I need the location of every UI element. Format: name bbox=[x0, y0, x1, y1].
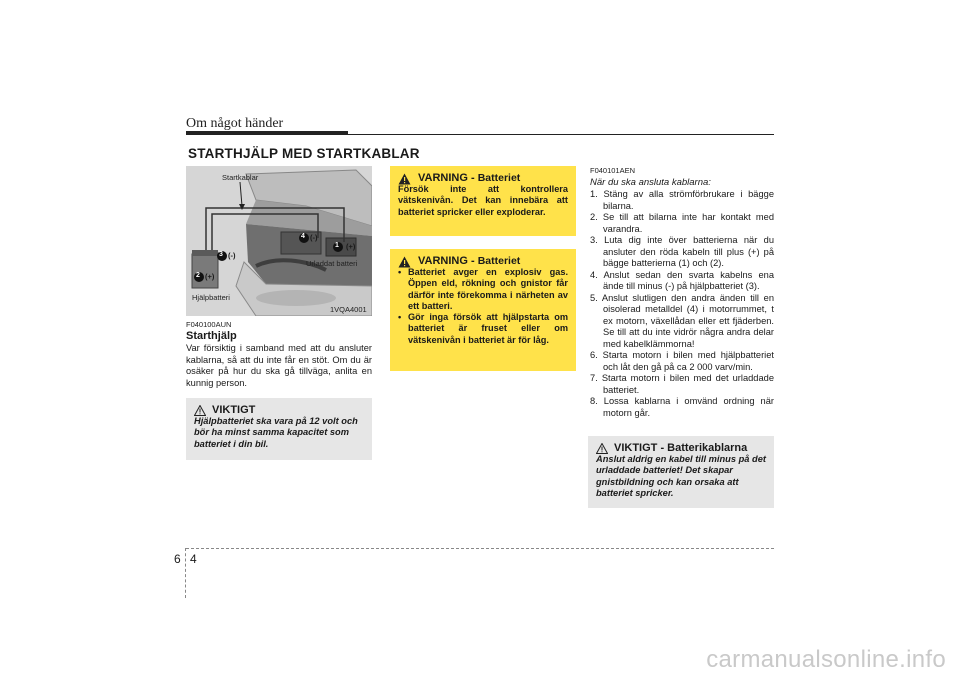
step-item: 6. Starta motorn i bilen med hjälpbatteriet och låt den gå på ca 2 000 varv/min. bbox=[590, 350, 774, 372]
section-code-right: F040101AEN bbox=[590, 166, 636, 175]
marker-1: 1 bbox=[335, 242, 339, 249]
plus-label-dead: (+) bbox=[346, 242, 356, 251]
caution-icon bbox=[194, 405, 206, 416]
header-rule-thick bbox=[186, 131, 348, 135]
step-item: 7. Starta motorn i bilen med det urladdade batteriet. bbox=[590, 373, 774, 395]
warning-1-title: VARNING - Batteriet bbox=[418, 172, 521, 184]
note-title-right: VIKTIGT - Batterikablarna bbox=[614, 442, 748, 454]
step-item: 3. Luta dig inte över batterierna när du ansluter den röda kabeln till plus (+) på bägge batterierna (1) och (2). bbox=[590, 235, 774, 268]
warning-box-1 bbox=[390, 166, 576, 236]
warning-2-title: VARNING - Batteriet bbox=[418, 255, 521, 267]
warning-1-body: Försök inte att kontrollera vätskenivån. Det kan innebära att batteriet spricker eller exploderar. bbox=[398, 184, 568, 217]
section-code: F040100AUN bbox=[186, 320, 232, 329]
note-box-viktigt bbox=[186, 398, 372, 460]
label-startkablar: Startkablar bbox=[222, 173, 259, 182]
note-body-right: Anslut aldrig en kabel till minus på det urladdade batteriet! Det skapar gnistbildning och kan orsaka att batteriet spricker. bbox=[596, 454, 766, 499]
header-rule-thin bbox=[348, 134, 774, 135]
step-item: 5. Anslut slutligen den andra änden till en oisolerad metalldel (4) i motorrummet, t ex motorn, växellådan eller ett fjäderben. Se till att du inte vidrör några andra delar med kabelklämmorna! bbox=[590, 292, 774, 349]
plus-label-helper: (+) bbox=[205, 272, 215, 281]
minus-label-helper: (-) bbox=[228, 251, 236, 260]
warning-icon bbox=[398, 173, 411, 185]
footer-rule bbox=[186, 548, 774, 549]
section-title: STARTHJÄLP MED STARTKABLAR bbox=[188, 146, 420, 161]
step-item: 4. Anslut sedan den svarta kabelns ena ände till minus (-) på hjälpbatteriet (3). bbox=[590, 269, 774, 291]
intro-paragraph: Var försiktig i samband med att du ansluter kablarna, så att du inte får en stöt. Om du är osäker på hur du ska gå tillväga, anlita en kunnig person. bbox=[186, 343, 372, 388]
watermark: carmanualsonline.info bbox=[706, 646, 946, 673]
jump-start-illustration bbox=[186, 166, 372, 316]
subheading-starthjalp: Starthjälp bbox=[186, 330, 237, 342]
chapter-number: 6 bbox=[174, 552, 181, 566]
step-item: 8. Lossa kablarna i omvänd ordning när motorn går. bbox=[590, 396, 774, 418]
footer-divider bbox=[185, 548, 186, 598]
label-dead-battery: Urladdat batteri bbox=[306, 259, 358, 268]
page-number: 4 bbox=[190, 552, 197, 566]
marker-3: 3 bbox=[219, 251, 223, 258]
note-box-batterikablarna bbox=[588, 436, 774, 508]
step-item: 2. Se till att bilarna inte har kontakt med varandra. bbox=[590, 212, 774, 234]
caution-icon bbox=[596, 443, 608, 454]
subheading-connect: När du ska ansluta kablarna: bbox=[590, 177, 711, 188]
label-helper-battery: Hjälpbatteri bbox=[192, 293, 230, 302]
figure-code: 1VQA4001 bbox=[330, 305, 367, 314]
note-body: Hjälpbatteriet ska vara på 12 volt och bör ha minst samma kapacitet som batteriet i din bil. bbox=[194, 416, 358, 449]
chapter-title: Om något händer bbox=[186, 116, 284, 131]
warning-2-item: • Batteriet avger en explosiv gas. Öppen eld, rökning och gnistor får därför inte förekomma i närheten av ett batteri. bbox=[398, 267, 568, 312]
marker-4: 4 bbox=[301, 233, 305, 240]
step-item: 1. Stäng av alla strömförbrukare i bägge bilarna. bbox=[590, 189, 774, 211]
warning-2-item: • Gör inga försök att hjälpstarta om batteriet är fruset eller om vätskenivån i batteriet är för låg. bbox=[398, 312, 568, 346]
steps-list bbox=[590, 189, 774, 419]
note-title: VIKTIGT bbox=[212, 404, 256, 416]
marker-2: 2 bbox=[196, 272, 200, 279]
warning-box-2 bbox=[390, 249, 576, 371]
minus-label-engine: (-) bbox=[310, 233, 318, 242]
